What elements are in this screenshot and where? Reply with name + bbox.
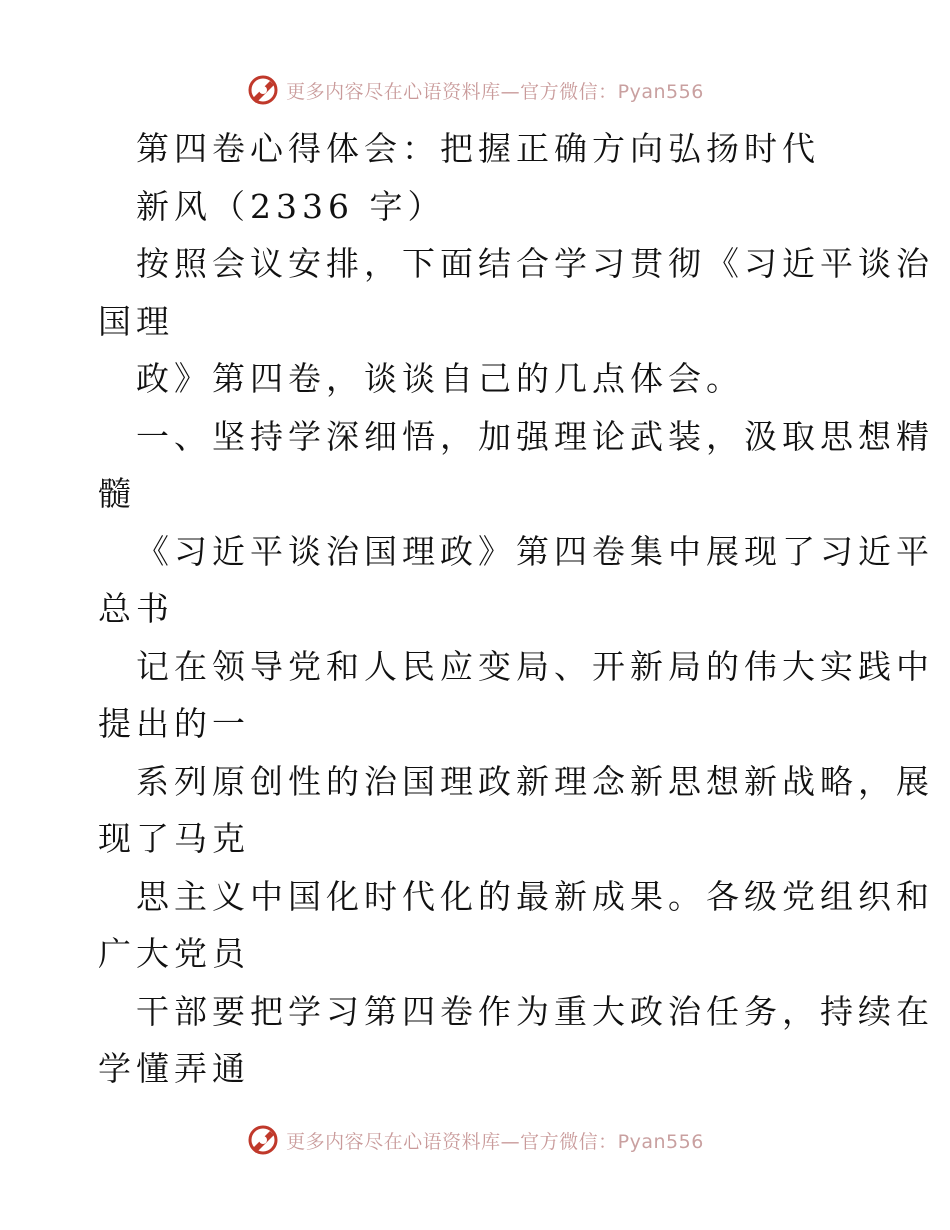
doc-line: 现了马克 — [98, 819, 250, 858]
doc-line: 记在领导党和人民应变局、开新局的伟大实践中 — [136, 646, 934, 686]
banner-text: 更多内容尽在心语资料库—官方微信：Pyan556 — [286, 1130, 704, 1153]
doc-line: 学懂弄通 — [98, 1049, 250, 1088]
doc-line: 《习近平谈治国理政》第四卷集中展现了习近平 — [136, 531, 934, 571]
doc-line: 一、坚持学深细悟，加强理论武装，汲取思想精 — [136, 416, 934, 456]
doc-line: 政》第四卷，谈谈自己的几点体会。 — [136, 359, 744, 398]
doc-line: 按照会议安排，下面结合学习贯彻《习近平谈治 — [136, 244, 934, 283]
banner-text: 更多内容尽在心语资料库—官方微信：Pyan556 — [286, 80, 704, 103]
doc-line: 系列原创性的治国理政新理念新思想新战略，展 — [136, 761, 934, 801]
footer-banner — [0, 1120, 950, 1160]
doc-line: 干部要把学习第四卷作为重大政治任务，持续在 — [136, 991, 934, 1031]
doc-line: 思主义中国化时代化的最新成果。各级党组织和 — [136, 876, 934, 916]
pen-circle-icon — [246, 73, 280, 107]
wechat-id: Pyan556 — [617, 80, 704, 103]
doc-line: 广大党员 — [98, 934, 250, 973]
pen-circle-icon — [246, 1123, 280, 1157]
document-body — [98, 120, 934, 1098]
header-banner — [0, 70, 950, 110]
doc-line: 新风（2336 字） — [136, 186, 446, 226]
doc-line: 第四卷心得体会：把握正确方向弘扬时代 — [136, 129, 820, 168]
wechat-id: Pyan556 — [617, 1130, 704, 1153]
doc-line: 髓 — [98, 474, 136, 513]
doc-line: 国理 — [98, 301, 174, 341]
doc-line: 提出的一 — [98, 704, 250, 743]
doc-line: 总书 — [98, 589, 174, 628]
